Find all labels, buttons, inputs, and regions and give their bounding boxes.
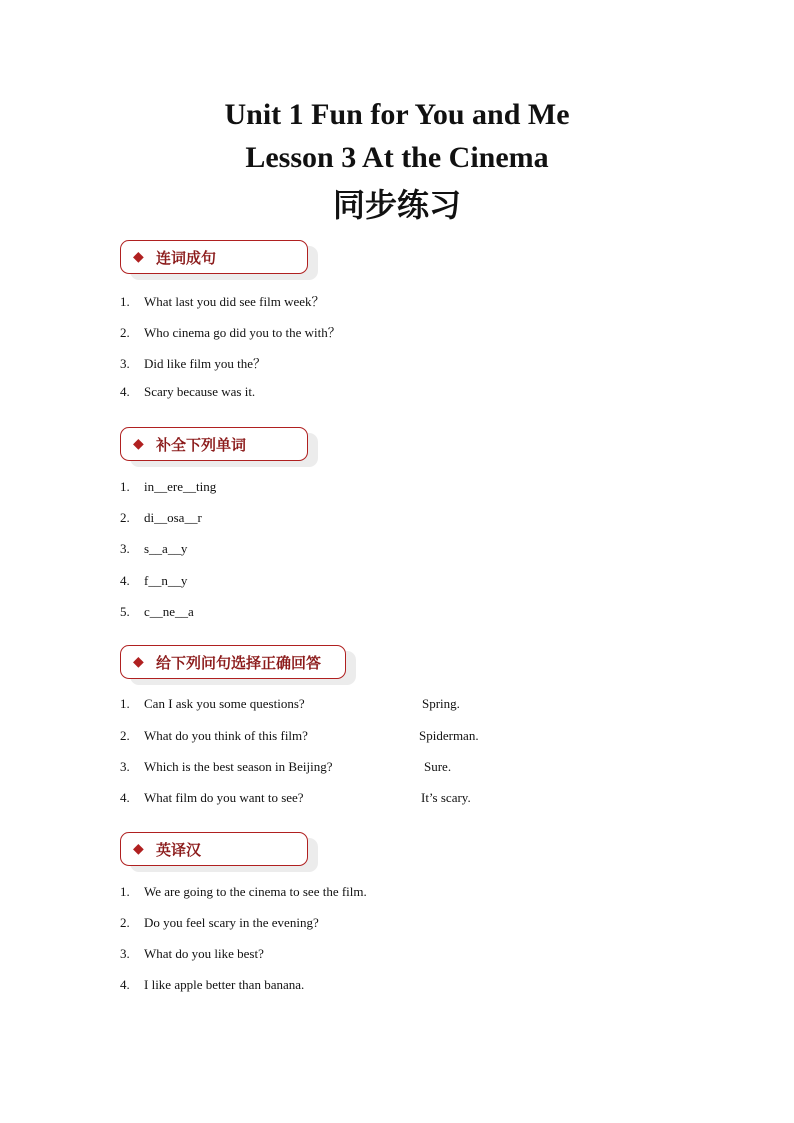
question-item: 2. What do you think of this film? — [120, 728, 308, 743]
list-item: 2. Do you feel scary in the evening? — [120, 915, 319, 930]
answer-option: Spring. — [422, 696, 460, 711]
diamond-bullet-icon: ◆ — [133, 436, 144, 452]
list-item: 4. Scary because was it. — [120, 384, 256, 399]
answer-option: Spiderman. — [419, 728, 479, 743]
list-item: 4. I like apple better than banana. — [120, 977, 305, 992]
list-item: 2. di__osa__r — [120, 510, 202, 525]
section-4-title: 英译汉 — [156, 841, 202, 859]
list-item: 3. What do you like best? — [120, 946, 264, 961]
list-item: 2. Who cinema go did you to the with？ — [120, 325, 341, 340]
question-item: 4. What film do you want to see? — [120, 790, 304, 805]
list-item: 3. Did like film you the？ — [120, 356, 267, 371]
list-item: 5. c__ne__a — [120, 604, 194, 619]
diamond-bullet-icon: ◆ — [133, 249, 144, 265]
list-item: 1. We are going to the cinema to see the film. — [120, 884, 367, 899]
section-4-box — [120, 832, 308, 866]
section-2-title: 补全下列单词 — [156, 436, 247, 454]
answer-option: Sure. — [424, 759, 452, 774]
answer-option: It’s scary. — [421, 790, 471, 805]
section-3-title: 给下列问句选择正确回答 — [156, 654, 322, 672]
list-item: 1. What last you did see film week？ — [120, 294, 325, 309]
title-line-2: Lesson 3 At the Cinema — [245, 141, 549, 174]
diamond-bullet-icon: ◆ — [133, 654, 144, 670]
list-item: 3. s__a__y — [120, 541, 188, 556]
list-item: 1. in__ere__ting — [120, 479, 217, 494]
question-item: 3. Which is the best season in Beijing? — [120, 759, 333, 774]
question-item: 1. Can I ask you some questions? — [120, 696, 305, 711]
list-item: 4. f__n__y — [120, 573, 188, 588]
title-line-1: Unit 1 Fun for You and Me — [224, 98, 570, 131]
section-1-title: 连词成句 — [156, 249, 217, 267]
title-line-3: 同步练习 — [332, 186, 461, 224]
diamond-bullet-icon: ◆ — [133, 841, 144, 857]
